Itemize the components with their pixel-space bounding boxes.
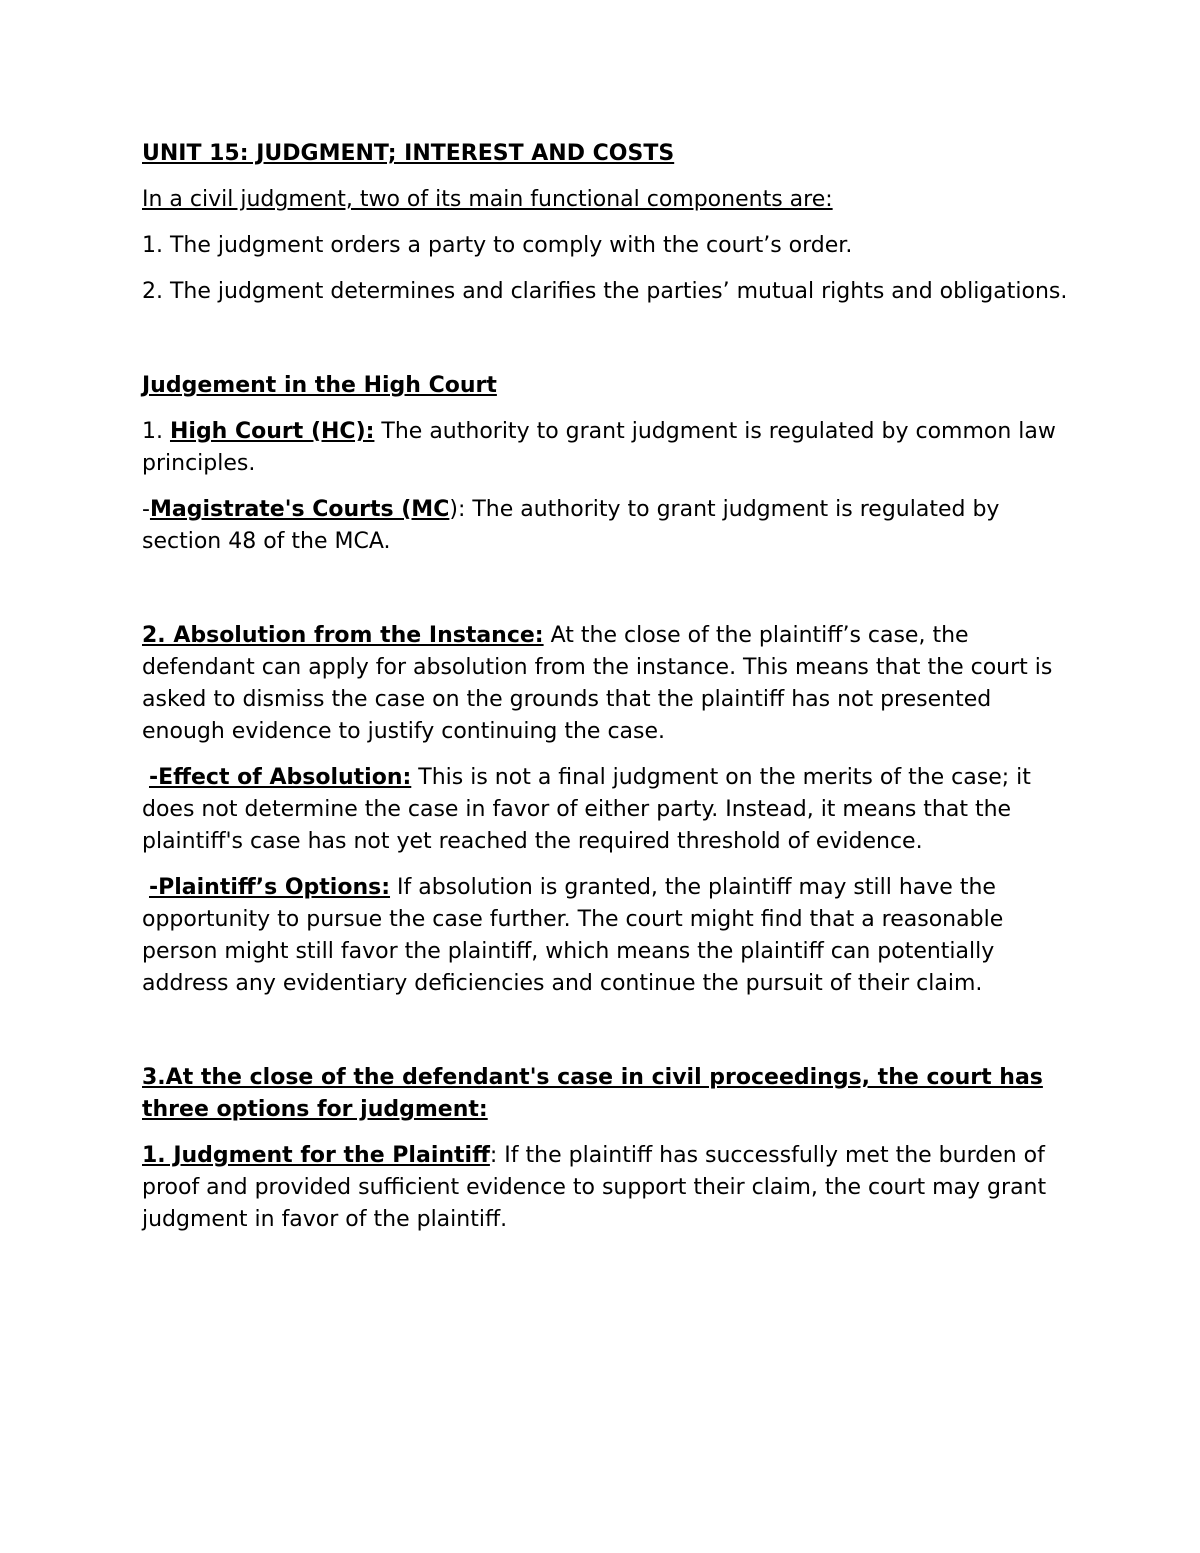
high-court-paragraph (142, 416, 1072, 480)
options-paragraph (142, 872, 1072, 1000)
options-text: If absolution is granted, the plaintiff may still have the opportunity to pursue the case further. The court might find that a reasonable person might still favor the plaintiff, which means the plaintiff can potentially address any evidentiary deficiencies and continue the pursuit of their claim. (142, 875, 1004, 996)
document-page (142, 138, 1072, 1236)
absolution-paragraph (142, 620, 1072, 748)
hc-label: High Court (HC): (169, 419, 375, 444)
effect-label: -Effect of Absolution: (149, 765, 412, 790)
option1-label: 1. Judgment for the Plaintiff (142, 1143, 490, 1168)
component-item-2: 2. The judgment determines and clarifies the parties’ mutual rights and obligations. (142, 279, 1068, 304)
mc-text: ): The authority to grant judgment is regulated by section 48 of the MCA. (142, 497, 1000, 554)
option1-text: : If the plaintiff has successfully met the burden of proof and provided sufficient evidence to support their claim, the court may grant judgment in favor of the plaintiff. (142, 1143, 1047, 1232)
hc-number: 1. (142, 419, 170, 444)
absolution-text: At the close of the plaintiff’s case, the defendant can apply for absolution from the instance. This means that the court is asked to dismiss the case on the grounds that the plaintiff has not presented enough evidence to justify continuing the case. (142, 623, 1053, 744)
mc-label: Magistrate's Courts (MC (149, 497, 450, 522)
effect-text: This is not a final judgment on the merits of the case; it does not determine the case in favor of either party. Instead, it means that the plaintiff's case has not yet reached the required threshold of evidence. (142, 765, 1031, 854)
document-title: UNIT 15: JUDGMENT; INTEREST AND COSTS (142, 141, 675, 166)
defendant-close-heading: 3.At the close of the defendant's case in civil proceedings, the court has three options for judgment: (142, 1065, 1043, 1122)
component-item-1: 1. The judgment orders a party to comply with the court’s order. (142, 233, 853, 258)
hc-text: The authority to grant judgment is regulated by common law principles. (142, 419, 1056, 476)
high-court-heading: Judgement in the High Court (142, 373, 497, 398)
judgment-plaintiff-paragraph (142, 1140, 1072, 1236)
magistrate-court-paragraph (142, 494, 1072, 558)
mc-prefix: - (142, 497, 150, 522)
options-label: -Plaintiff’s Options: (149, 875, 391, 900)
intro-text: In a civil judgment, two of its main functional components are: (142, 187, 833, 212)
effect-paragraph (142, 762, 1072, 858)
absolution-label: 2. Absolution from the Instance: (142, 623, 544, 648)
